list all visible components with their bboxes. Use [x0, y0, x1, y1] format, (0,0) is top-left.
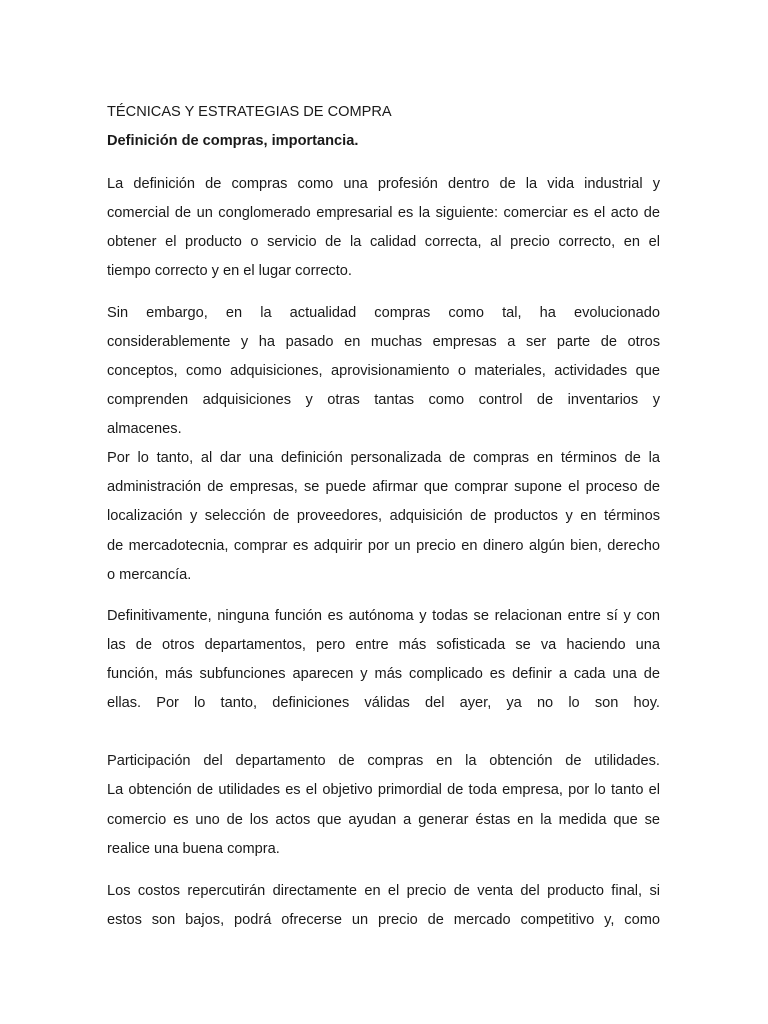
paragraph-2-line-4: comprenden adquisiciones y otras tantas como control de inventarios y — [107, 392, 660, 408]
paragraph-2-line-10: o mercancía. — [107, 567, 192, 583]
paragraph-4-line-2: La obtención de utilidades es el objetivo primordial de toda empresa, por lo tanto el — [107, 782, 660, 798]
paragraph-2-line-1: Sin embargo, en la actualidad compras como tal, ha evolucionado — [107, 305, 660, 321]
paragraph-1-line-2: comercial de un conglomerado empresarial es la siguiente: comerciar es el acto de — [107, 205, 660, 221]
paragraph-2-line-6: Por lo tanto, al dar una definición personalizada de compras en términos de la — [107, 450, 660, 466]
paragraph-5-line-1: Los costos repercutirán directamente en el precio de venta del producto final, si — [107, 883, 660, 899]
paragraph-3-line-3: función, más subfunciones aparecen y más complicado es definir a cada una de — [107, 666, 660, 682]
paragraph-5-line-2: estos son bajos, podrá ofrecerse un precio de mercado competitivo y, como — [107, 912, 660, 928]
paragraph-4-line-1: Participación del departamento de compras en la obtención de utilidades. — [107, 753, 660, 769]
paragraph-3-line-1: Definitivamente, ninguna función es autónoma y todas se relacionan entre sí y con — [107, 608, 660, 624]
paragraph-3-line-2: las de otros departamentos, pero entre más sofisticada se va haciendo una — [107, 637, 660, 653]
paragraph-4-line-3: comercio es uno de los actos que ayudan a generar éstas en la medida que se — [107, 812, 660, 828]
section-heading: Definición de compras, importancia. — [107, 133, 359, 149]
paragraph-1-line-3: obtener el producto o servicio de la calidad correcta, al precio correcto, en el — [107, 234, 660, 250]
paragraph-2-line-9: de mercadotecnia, comprar es adquirir por un precio en dinero algún bien, derecho — [107, 538, 660, 554]
paragraph-2-line-5: almacenes. — [107, 421, 182, 437]
paragraph-2-line-3: conceptos, como adquisiciones, aprovisionamiento o materiales, actividades que — [107, 363, 660, 379]
paragraph-2-line-7: administración de empresas, se puede afirmar que comprar supone el proceso de — [107, 479, 660, 495]
paragraph-1-line-1: La definición de compras como una profesión dentro de la vida industrial y — [107, 176, 660, 192]
paragraph-3-line-4: ellas. Por lo tanto, definiciones válidas del ayer, ya no lo son hoy. — [107, 695, 660, 711]
paragraph-2-line-8: localización y selección de proveedores, adquisición de productos y en términos — [107, 508, 660, 524]
paragraph-1-line-4: tiempo correcto y en el lugar correcto. — [107, 263, 352, 279]
document-title: TÉCNICAS Y ESTRATEGIAS DE COMPRA — [107, 104, 392, 120]
paragraph-4-line-4: realice una buena compra. — [107, 841, 280, 857]
paragraph-2-line-2: considerablemente y ha pasado en muchas empresas a ser parte de otros — [107, 334, 660, 350]
